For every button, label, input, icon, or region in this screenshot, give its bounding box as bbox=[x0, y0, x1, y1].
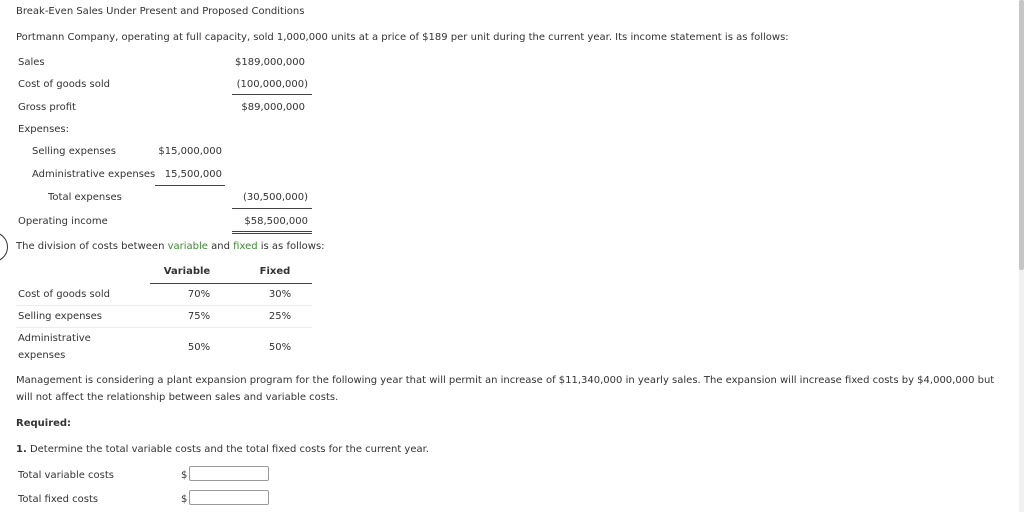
scrollbar-thumb[interactable] bbox=[1019, 0, 1024, 270]
table-cell-fixed: 30% bbox=[268, 289, 292, 300]
division-suffix: is as follows: bbox=[260, 241, 325, 252]
cogs-underline bbox=[232, 94, 312, 95]
table-cell-variable: 70% bbox=[187, 289, 211, 300]
total-expenses-underline bbox=[232, 208, 312, 209]
selling-expenses-label: Selling expenses bbox=[32, 146, 117, 157]
cogs-value: (100,000,000) bbox=[236, 79, 308, 90]
total-expenses-value: (30,500,000) bbox=[242, 192, 308, 203]
currency-symbol: $ bbox=[181, 494, 188, 505]
intro-text: Portmann Company, operating at full capacity, sold 1,000,000 units at a price of $189 per unit during the current year. Its income statement is as follows: bbox=[16, 32, 789, 43]
page-title: Break-Even Sales Under Present and Proposed Conditions bbox=[16, 6, 305, 17]
operating-income-label: Operating income bbox=[18, 216, 108, 227]
operating-income-underline-2 bbox=[232, 233, 312, 234]
selling-expenses-value: $15,000,000 bbox=[158, 146, 222, 157]
variable-link[interactable]: variable bbox=[167, 241, 208, 252]
header-fixed: Fixed bbox=[259, 266, 291, 277]
total-fixed-costs-input[interactable] bbox=[189, 490, 269, 505]
management-text: Management is considering a plant expansion program for the following year that will permit an increase of $11,340,000 in yearly sales. The expansion will increase fixed costs by $4,000,000 but will not affect the relationship between sales and variable costs. bbox=[16, 375, 995, 403]
total-variable-costs-label: Total variable costs bbox=[18, 470, 115, 481]
cogs-label: Cost of goods sold bbox=[18, 79, 111, 90]
fixed-link[interactable]: fixed bbox=[233, 241, 258, 252]
question-1 bbox=[16, 444, 429, 456]
admin-expenses-value: 15,500,000 bbox=[164, 169, 222, 180]
admin-underline bbox=[155, 185, 225, 186]
table-cell-fixed: 25% bbox=[268, 311, 292, 322]
total-expenses-label: Total expenses bbox=[48, 192, 122, 203]
sales-value: $189,000,000 bbox=[235, 57, 305, 68]
expenses-label: Expenses: bbox=[18, 124, 70, 135]
table-cell-fixed: 50% bbox=[268, 342, 292, 353]
scrollbar-track[interactable] bbox=[1019, 0, 1024, 512]
division-prefix: The division of costs between bbox=[16, 241, 165, 252]
header-underline bbox=[150, 283, 312, 284]
gross-profit-label: Gross profit bbox=[18, 102, 76, 113]
table-row-label-cont: expenses bbox=[18, 350, 66, 361]
currency-symbol: $ bbox=[181, 470, 188, 481]
division-and: and bbox=[211, 241, 230, 252]
operating-income-underline-1 bbox=[232, 231, 312, 232]
table-cell-variable: 50% bbox=[187, 342, 211, 353]
question-number: 1. bbox=[16, 444, 27, 455]
sales-label: Sales bbox=[18, 57, 45, 68]
admin-expenses-label: Administrative expenses bbox=[32, 169, 156, 180]
edge-circle bbox=[0, 232, 8, 262]
table-row-label: Cost of goods sold bbox=[18, 289, 111, 300]
question-text: Determine the total variable costs and the total fixed costs for the current year. bbox=[29, 444, 429, 455]
header-variable: Variable bbox=[163, 266, 211, 277]
division-sentence bbox=[16, 241, 325, 253]
total-fixed-costs-label: Total fixed costs bbox=[18, 494, 99, 505]
required-label: Required: bbox=[16, 418, 72, 429]
gross-profit-value: $89,000,000 bbox=[241, 102, 305, 113]
row-divider bbox=[16, 305, 312, 306]
table-row-label: Administrative bbox=[18, 333, 91, 344]
total-variable-costs-input[interactable] bbox=[189, 466, 269, 481]
table-cell-variable: 75% bbox=[187, 311, 211, 322]
row-divider bbox=[16, 327, 312, 328]
table-row-label: Selling expenses bbox=[18, 311, 103, 322]
operating-income-value: $58,500,000 bbox=[244, 216, 308, 227]
